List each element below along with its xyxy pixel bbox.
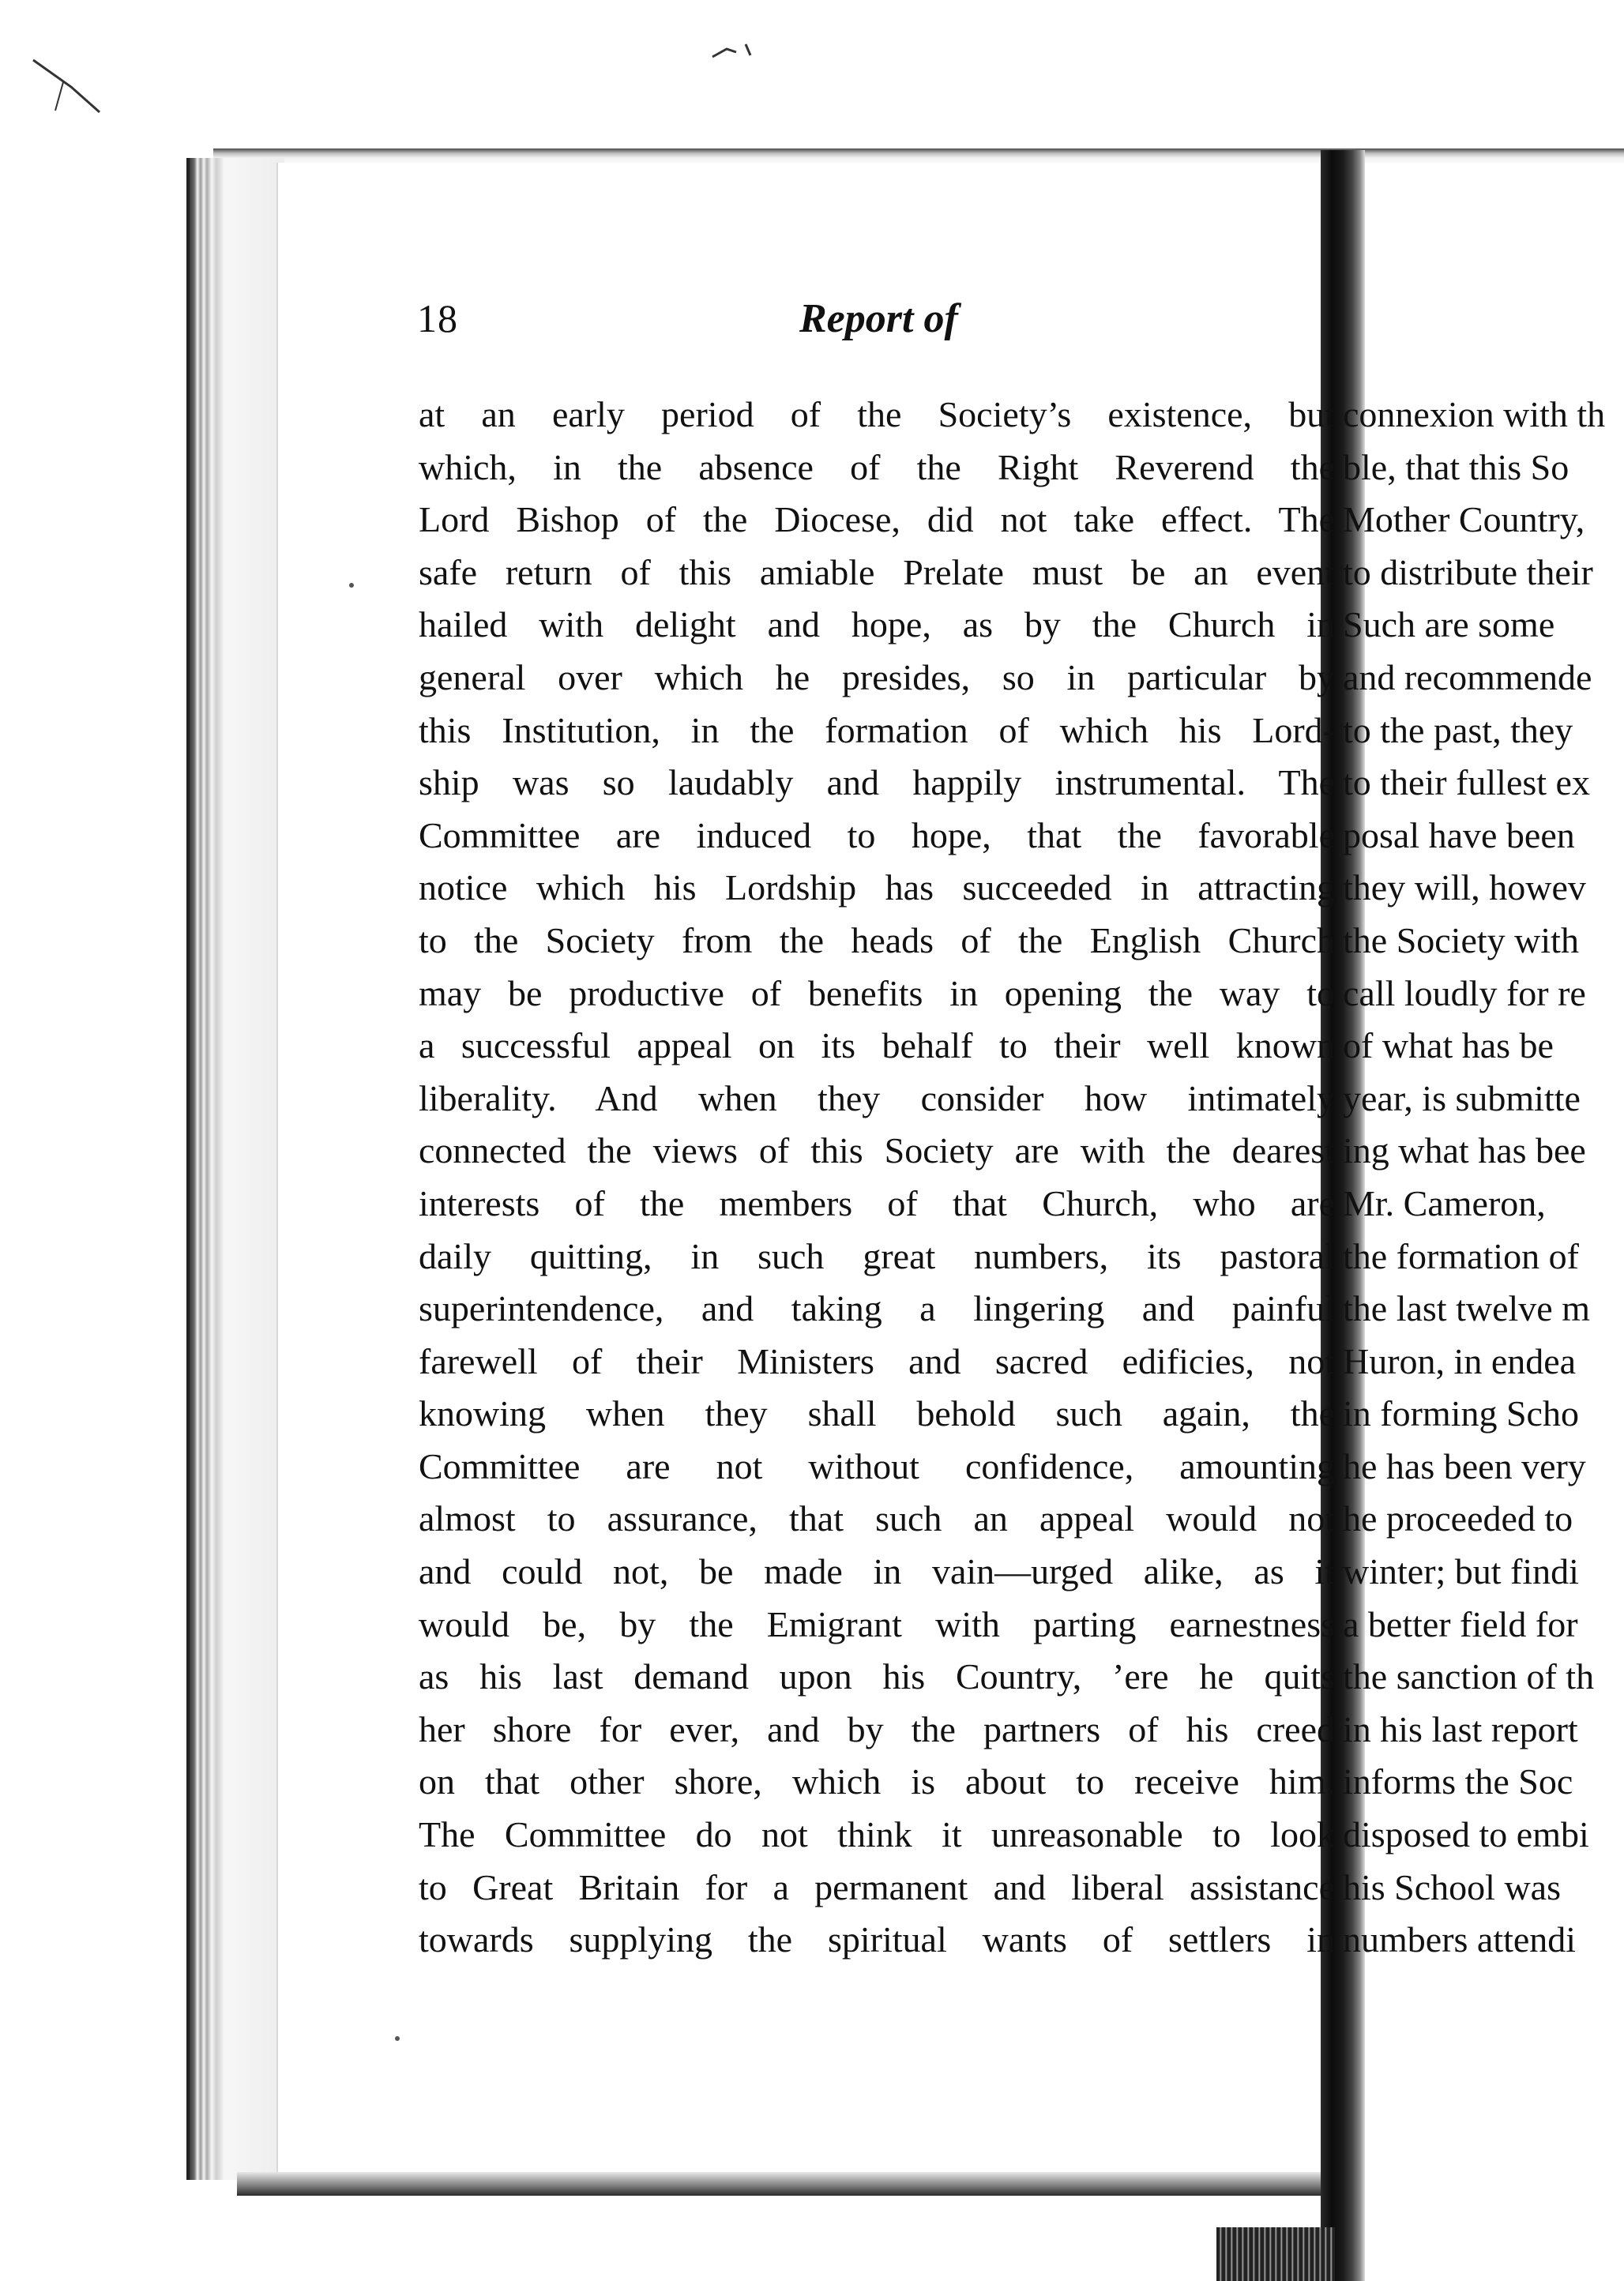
text-line: disposed to embi: [1343, 1814, 1589, 1855]
text-line: towards supplying the spiritual wants of settlers in: [419, 1919, 1335, 1960]
scan-speck: [395, 2036, 400, 2041]
book-page-edges: [186, 158, 284, 2180]
text-line: safe return of this amiable Prelate must be an event: [419, 551, 1335, 592]
left-text-column: [419, 389, 1335, 2142]
text-line: knowing when they shall behold such again, the: [419, 1393, 1335, 1434]
text-line: the last twelve m: [1343, 1288, 1590, 1329]
text-line: may be productive of benefits in opening the way to: [419, 972, 1335, 1013]
text-line: in forming Scho: [1343, 1393, 1579, 1434]
text-line: hailed with delight and hope, as by the Church in: [419, 604, 1335, 645]
text-line: call loudly for re: [1343, 972, 1586, 1013]
text-line: a better field for: [1343, 1603, 1578, 1644]
text-line: posal have been: [1343, 814, 1575, 855]
text-line: to Great Britain for a permanent and liberal assistance: [419, 1866, 1335, 1907]
text-line: Mother Country,: [1343, 499, 1585, 540]
text-line: his School was: [1343, 1866, 1561, 1907]
text-line: ing what has bee: [1343, 1130, 1586, 1171]
text-line: a successful appeal on its behalf to their well known: [419, 1025, 1335, 1066]
text-line: this Institution, in the formation of which his Lord-: [419, 709, 1335, 750]
scan-corner-mark: [32, 55, 103, 126]
text-line: general over which he presides, so in particular by: [419, 656, 1335, 697]
running-head: Report of: [799, 296, 958, 341]
text-line: Lord Bishop of the Diocese, did not take effect. The: [419, 499, 1335, 540]
text-line: Mr. Cameron,: [1343, 1182, 1546, 1223]
text-line: he proceeded to: [1343, 1498, 1573, 1539]
page-number: 18: [417, 296, 458, 340]
text-line: and recommende: [1343, 656, 1592, 697]
text-line: winter; but findi: [1343, 1551, 1579, 1592]
text-line: to the Society from the heads of the English Church: [419, 919, 1335, 960]
text-line: connexion with th: [1343, 394, 1606, 434]
text-line: the formation of: [1343, 1235, 1579, 1276]
text-line: of what has be: [1343, 1025, 1554, 1066]
text-line: ship was so laudably and happily instrumental. The: [419, 762, 1335, 803]
text-line: year, is submitte: [1343, 1077, 1581, 1118]
text-line: liberality. And when they consider how intimately: [419, 1077, 1335, 1118]
text-line: to distribute their: [1343, 551, 1593, 592]
text-line: superintendence, and taking a lingering and painful: [419, 1288, 1335, 1329]
text-line: notice which his Lordship has succeeded in attracting: [419, 867, 1335, 908]
text-line: to their fullest ex: [1343, 762, 1590, 803]
text-line: as his last demand upon his Country, ’ere he quits: [419, 1656, 1335, 1697]
text-line: at an early period of the Society’s existence, but: [419, 394, 1335, 434]
text-line: almost to assurance, that such an appeal would not: [419, 1498, 1335, 1539]
text-line: in his last report: [1343, 1708, 1578, 1749]
text-line: Committee are not without confidence, amounting: [419, 1445, 1335, 1486]
text-line: the sanction of th: [1343, 1656, 1595, 1697]
book-bottom-edge: [237, 2172, 1343, 2196]
book-bottom-tab: [1216, 2227, 1335, 2281]
right-text-column: [1343, 389, 1624, 2142]
text-line: farewell of their Ministers and sacred edificies, not: [419, 1340, 1335, 1381]
text-line: to the past, they: [1343, 709, 1573, 750]
text-line: daily quitting, in such great numbers, its pastoral: [419, 1235, 1335, 1276]
text-line: Committee are induced to hope, that the favorable: [419, 814, 1335, 855]
text-line: he has been very: [1343, 1445, 1586, 1486]
text-line: on that other shore, which is about to receive him.: [419, 1761, 1335, 1802]
text-line: numbers attendi: [1343, 1919, 1577, 1960]
text-line: would be, by the Emigrant with parting earnestness: [419, 1603, 1335, 1644]
text-line: informs the Soc: [1343, 1761, 1573, 1802]
text-line: her shore for ever, and by the partners of his creed: [419, 1708, 1335, 1749]
text-line: The Committee do not think it unreasonable to look: [419, 1814, 1335, 1855]
scan-top-mark: [711, 41, 758, 65]
text-line: they will, howev: [1343, 867, 1586, 908]
text-line: ble, that this So: [1343, 446, 1569, 487]
text-line: connected the views of this Society are with the dearest: [419, 1130, 1335, 1171]
text-line: interests of the members of that Church, who are: [419, 1182, 1335, 1223]
text-line: the Society with: [1343, 919, 1579, 960]
text-line: which, in the absence of the Right Reverend the: [419, 446, 1335, 487]
text-line: Huron, in endea: [1343, 1340, 1577, 1381]
text-line: Such are some: [1343, 604, 1555, 645]
text-line: and could not, be made in vain—urged alike, as it: [419, 1551, 1335, 1592]
scan-speck: [349, 583, 354, 588]
